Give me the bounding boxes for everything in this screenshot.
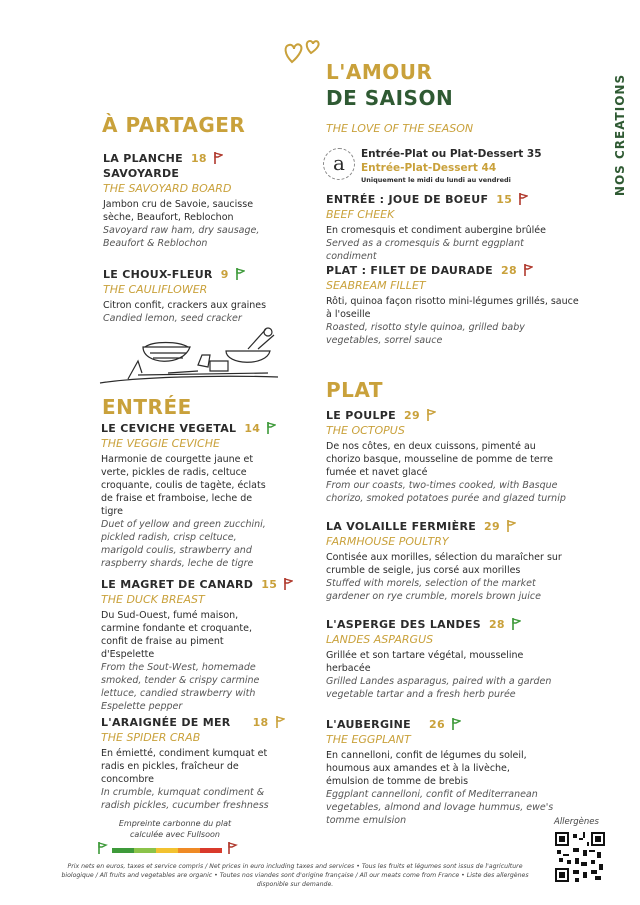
section-entree: ENTRÉE bbox=[102, 395, 192, 419]
meat-flag-icon bbox=[523, 264, 533, 276]
fish-flag-icon bbox=[426, 409, 436, 421]
menu-item bbox=[326, 193, 576, 263]
carbon-line1: Empreinte carbonne du plat bbox=[118, 819, 232, 828]
dish-description: Grillée et son tartare végétal, mousseline herbacée bbox=[326, 650, 524, 674]
meat-flag-icon bbox=[283, 578, 293, 590]
menu-item bbox=[103, 268, 273, 325]
carbon-line2: calculée avec Fullsoon bbox=[130, 830, 220, 839]
formula-note: Uniquement le midi du lundi au vendredi bbox=[361, 176, 511, 184]
dish-description: En cromesquis et condiment aubergine brûlée bbox=[326, 225, 546, 236]
dish-price: 9 bbox=[220, 268, 229, 281]
meat-flag-icon bbox=[213, 152, 223, 164]
menu-item bbox=[101, 716, 276, 812]
section-plat: PLAT bbox=[326, 378, 383, 402]
dish-name-line2: SAVOYARDE bbox=[103, 167, 180, 180]
dish-description-en: Eggplant cannelloni, confit of Mediterranean vegetables, almond and lovage hummus, ewe's tomme emulsion bbox=[326, 789, 554, 826]
dish-description-en: Roasted, risotto style quinoa, grilled baby vegetables, sorrel sauce bbox=[326, 322, 525, 346]
dish-description: Citron confit, crackers aux graines bbox=[103, 300, 267, 311]
fish-flag-icon bbox=[506, 520, 516, 532]
header-title-line1: L'AMOUR bbox=[326, 60, 433, 84]
dish-price: 28 bbox=[488, 618, 505, 631]
dish-english-name: LANDES ASPARGUS bbox=[326, 633, 434, 646]
dish-english-name: THE SAVOYARD BOARD bbox=[103, 182, 232, 195]
food-illustration bbox=[98, 325, 283, 387]
dish-description: En émietté, condiment kumquat et radis en pickles, fraîcheur de concombre bbox=[101, 748, 268, 785]
dish-description-en: Savoyard raw ham, dry sausage, Beaufort & Reblochon bbox=[103, 225, 260, 249]
hearts-icon bbox=[282, 36, 322, 66]
dish-english-name: FARMHOUSE POULTRY bbox=[326, 535, 449, 548]
menu-item bbox=[326, 264, 580, 347]
dish-description-en: From our coasts, two-times cooked, with Basque chorizo, smoked potatoes purée and glazed turnip bbox=[326, 480, 566, 504]
dish-price: 29 bbox=[403, 409, 420, 422]
dish-name: L'AUBERGINE bbox=[326, 718, 411, 731]
dish-english-name: THE OCTOPUS bbox=[326, 424, 405, 437]
menu-item bbox=[101, 422, 276, 570]
dish-name: LE MAGRET DE CANARD bbox=[101, 578, 254, 591]
menu-item bbox=[326, 718, 556, 827]
dish-name: LE CEVICHE VEGETAL bbox=[101, 422, 237, 435]
dish-name: L'ARAIGNÉE DE MER bbox=[101, 716, 231, 729]
veg-flag-icon bbox=[451, 718, 461, 730]
dish-description-en: From the Sout-West, homemade smoked, tender & crispy carmine lettuce, candied strawberry with Espelette pepper bbox=[101, 662, 260, 712]
dish-description: De nos côtes, en deux cuissons, pimenté au chorizo basque, mousseline de pomme de terre fumée et navet glacé bbox=[326, 441, 554, 478]
menu-item bbox=[103, 152, 268, 250]
dish-description: Du Sud-Ouest, fumé maison, carmine fondante et croquante, confit de fraise au piment d'Espelette bbox=[101, 610, 253, 660]
dish-name: LA PLANCHE bbox=[103, 152, 183, 165]
dish-name: ENTRÉE : JOUE DE BOEUF bbox=[326, 193, 489, 206]
header-subtitle: THE LOVE OF THE SEASON bbox=[326, 122, 474, 135]
dish-name: LA VOLAILLE FERMIÈRE bbox=[326, 520, 477, 533]
dish-description-en: In crumble, kumquat condiment & radish pickles, cucumber freshness bbox=[101, 787, 269, 811]
dish-price: 18 bbox=[252, 716, 269, 729]
veg-flag-icon bbox=[511, 618, 521, 630]
menu-item bbox=[326, 520, 566, 603]
meat-flag-icon bbox=[518, 193, 528, 205]
dish-name: PLAT : FILET DE DAURADE bbox=[326, 264, 493, 277]
dish-price: 15 bbox=[496, 193, 513, 206]
dish-name: L'ASPERGE DES LANDES bbox=[326, 618, 481, 631]
veg-flag-icon bbox=[266, 422, 276, 434]
dish-price: 14 bbox=[244, 422, 261, 435]
dish-description-en: Served as a cromesquis & burnt eggplant condiment bbox=[326, 238, 524, 262]
dish-description: Harmonie de courgette jaune et verte, pickles de radis, celtuce croquante, coulis de tagète, éclats de fraise et framboise, leche de tigre bbox=[101, 454, 266, 517]
dish-name: LE POULPE bbox=[326, 409, 396, 422]
footer-note: Prix nets en euros, taxes et service compris / Net prices in euro including taxes and services • Tous les fruits et légumes sont issus de l'agriculture biologique / All fruits and vegetables are organic • Toutes nos viandes sont d'origine française / All our meats come from France • Liste des allergènes disponible sur demande. bbox=[61, 863, 529, 888]
carbon-note bbox=[100, 818, 250, 840]
season-header bbox=[326, 60, 473, 135]
dish-english-name: THE SPIDER CRAB bbox=[101, 731, 201, 744]
dish-description-en: Stuffed with morels, selection of the market gardener on rye crumble, morels brown juice bbox=[326, 578, 541, 602]
section-partager: À PARTAGER bbox=[102, 113, 246, 137]
dish-description-en: Duet of yellow and green zucchini, pickled radish, crisp celtuce, marigold coulis, strawberry and raspberry shards, leche de tigre bbox=[101, 519, 266, 569]
dish-price: 29 bbox=[484, 520, 500, 533]
dish-name: LE CHOUX-FLEUR bbox=[103, 268, 213, 281]
fish-flag-icon bbox=[275, 716, 285, 728]
dish-english-name: THE EGGPLANT bbox=[326, 733, 411, 746]
dish-description: Contisée aux morilles, sélection du maraîcher sur crumble de seigle, jus corsé aux morilles bbox=[326, 552, 562, 576]
header-title-line2: DE SAISON bbox=[326, 86, 454, 110]
dish-english-name: SEABREAM FILLET bbox=[326, 279, 426, 292]
dish-description: Rôti, quinoa façon risotto mini-légumes grillés, sauce à l'oseille bbox=[326, 296, 579, 320]
veg-flag-icon bbox=[235, 268, 245, 280]
formula-line2: Entrée-Plat-Dessert 44 bbox=[361, 162, 497, 174]
restaurant-logo: a bbox=[323, 148, 355, 180]
formula-box bbox=[323, 148, 583, 184]
dish-price: 15 bbox=[261, 578, 278, 591]
carbon-scale bbox=[96, 840, 246, 856]
dish-description-en: Grilled Landes asparagus, paired with a garden vegetable tartar and a fresh herb purée bbox=[326, 676, 552, 700]
dish-english-name: BEEF CHEEK bbox=[326, 208, 395, 221]
dish-english-name: THE VEGGIE CEVICHE bbox=[101, 437, 220, 450]
allergens-label: Allergènes bbox=[554, 817, 599, 827]
dish-description-en: Candied lemon, seed cracker bbox=[103, 313, 242, 324]
dish-price: 28 bbox=[501, 264, 517, 277]
formula-line1: Entrée-Plat ou Plat-Dessert 35 bbox=[361, 148, 542, 160]
dish-description: Jambon cru de Savoie, saucisse sèche, Beaufort, Reblochon bbox=[103, 199, 254, 223]
dish-english-name: THE DUCK BREAST bbox=[101, 593, 205, 606]
menu-item bbox=[326, 409, 566, 505]
dish-english-name: THE CAULIFLOWER bbox=[103, 283, 208, 296]
side-label: NOS CREATIONS bbox=[613, 73, 627, 197]
dish-price: 26 bbox=[429, 718, 445, 731]
dish-price: 18 bbox=[190, 152, 207, 165]
menu-item bbox=[326, 618, 566, 701]
menu-item bbox=[101, 578, 276, 713]
qr-code[interactable] bbox=[555, 832, 605, 882]
dish-description: En cannelloni, confit de légumes du soleil, houmous aux amandes et à la livèche, émulsion de tomme de brebis bbox=[326, 750, 527, 787]
